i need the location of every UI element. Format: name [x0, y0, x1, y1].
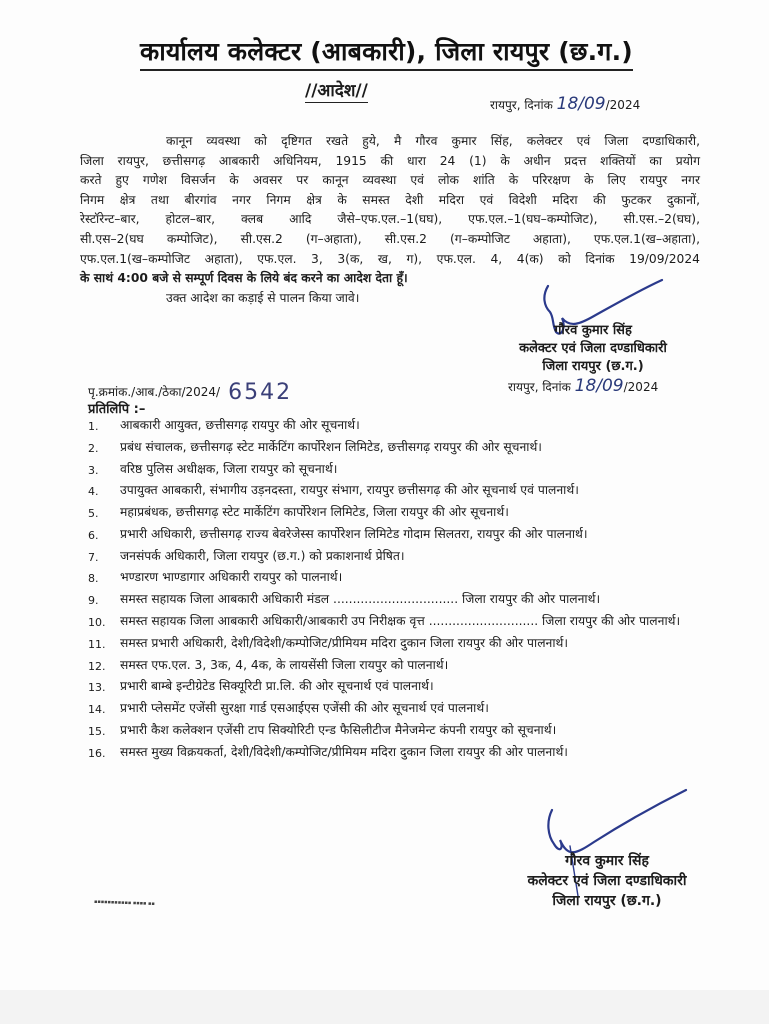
copy-item-number: 2. [88, 441, 99, 455]
copy-item-number: 10. [88, 616, 106, 630]
copy-item-number: 3. [88, 463, 99, 477]
copy-item-text: महाप्रबंधक, छत्तीसगढ़ स्टेट मार्केटिंग कार्पोरेशन लिमिटेड, जिला रायपुर की ओर सूचनार्थ। [120, 505, 509, 520]
body-line: रेस्टॉरेन्ट–बार, होटल–बार, क्लब आदि जैसे–एफ.एल.–1(घघ), एफ.एल.–1(घघ–कम्पोजिट), सी.एस.–2(घघ), [80, 212, 700, 227]
compliance-line: उक्त आदेश का कड़ाई से पालन किया जावे। [166, 290, 360, 305]
copy-item-number: 9. [88, 594, 99, 608]
copy-list-item [88, 568, 718, 589]
handwritten-ref-number: 6542 [228, 380, 293, 405]
handwritten-date: 18/09 [556, 94, 606, 114]
copy-item-number: 4. [88, 485, 99, 499]
copy-item-number: 6. [88, 528, 99, 542]
body-line: सी.एस–2(घघ कम्पोजिट), सी.एस.2 (ग–अहाता), सी.एस.2 (ग–कम्पोजिट अहाता), एफ.एल.1(ख–अहाता), [80, 231, 700, 246]
copy-item-text: प्रभारी कैश कलेक्शन एजेंसी टाप सिक्योरिटी एन्ड फैसिलीटीज मैनेजमेन्ट कंपनी रायपुर को सूचनार्थ। [120, 722, 557, 737]
copy-item-text: उपायुक्त आबकारी, संभागीय उड़नदस्ता, रायपुर संभाग, रायपुर छत्तीसगढ़ की ओर सूचनार्थ एवं पालनार्थ। [120, 483, 579, 498]
copy-list-item [88, 634, 718, 655]
signature-block-1 [478, 322, 708, 376]
copy-item-text: प्रभारी अधिकारी, छत्तीसगढ़ राज्य बेवरेजेस्स कार्पोरेशन लिमिटेड गोदाम सिलतरा, रायपुर की ओर पालनार्थ। [120, 526, 588, 541]
copy-list-item [88, 547, 718, 568]
copy-item-text: प्रभारी बाम्बे इन्टीग्रेटेड सिक्यूरिटी प्रा.लि. की ओर सूचनार्थ एवं पालनार्थ। [120, 679, 434, 694]
copy-list-item [88, 721, 718, 742]
copy-item-text: प्रभारी प्लेसमेंट एजेंसी सुरक्षा गार्ड एसआईएस एजेंसी की ओर सूचनार्थ एवं पालनार्थ। [120, 701, 489, 716]
order-date [490, 94, 640, 114]
body-line: के साथं 4:00 बजे से सम्पूर्ण दिवस के लिये बंद करने का आदेश देता हूँ। [80, 271, 408, 286]
date-year: /2024 [623, 380, 659, 394]
signature-block-2 [482, 851, 732, 911]
ref-date [508, 376, 658, 396]
copy-list-item [88, 699, 718, 720]
signatory-name: गौरव कुमार सिंह [565, 853, 649, 869]
copy-item-number: 16. [88, 746, 106, 760]
copy-item-number: 15. [88, 724, 106, 738]
copy-item-text: प्रबंध संचालक, छत्तीसगढ़ स्टेट मार्केटिंग कार्पोरेशन लिमिटेड, छत्तीसगढ़ रायपुर की ओर सूचनार्थ। [120, 439, 542, 454]
ref-prefix: पृ.क्रमांक./आब./ठेका/2024/ [88, 385, 221, 399]
body-line: कानून व्यवस्था को दृष्टिगत रखते हुये, मै गौरव कुमार सिंह, कलेक्टर एवं जिला दण्डाधिकारी, [166, 134, 700, 148]
copy-item-number: 5. [88, 507, 99, 521]
copy-item-number: 13. [88, 681, 106, 695]
copy-item-text: समस्त मुख्य विक्रयकर्ता, देशी/विदेशी/कम्पोजिट/प्रीमियम मदिरा दुकान जिला रायपुर की ओर पालनार्थ। [120, 744, 568, 759]
copy-item-number: 14. [88, 703, 106, 717]
body-line: जिला रायपुर, छत्तीसगढ़ आबकारी अधिनियम, 1915 की धारा 24 (1) के अधीन प्रदत्त शक्तियों का प्रयोग [80, 153, 700, 168]
copy-item-number: 7. [88, 550, 99, 564]
copy-list-item [88, 438, 718, 459]
office-title: कार्यालय कलेक्टर (आबकारी), जिला रायपुर (छ.ग.) [140, 34, 633, 71]
body-line: निगम क्षेत्र तथा बीरगांव नगर निगम क्षेत्र के समस्त देशी मदिरा एवं विदेशी मदिरा की फुटकर दुकानों, [80, 192, 700, 207]
copy-list-item [88, 612, 718, 633]
copy-item-number: 12. [88, 659, 106, 673]
copy-item-text: भण्डारण भाण्डागार अधिकारी रायपुर को पालनार्थ। [120, 570, 343, 585]
copy-to-list [88, 416, 718, 765]
copy-item-text: समस्त एफ.एल. 3, 3क, 4, 4क, के लायसेंसी जिला रायपुर को पालनार्थ। [120, 657, 449, 672]
copy-list-item [88, 590, 718, 611]
copy-list-item [88, 656, 718, 677]
handwritten-date: 18/09 [574, 376, 624, 396]
copy-list-item [88, 503, 718, 524]
signatory-district: जिला रायपुर (छ.ग.) [552, 893, 662, 909]
copy-item-text: जनसंपर्क अधिकारी, जिला रायपुर (छ.ग.) को प्रकाशनार्थ प्रेषित। [120, 548, 405, 563]
copy-item-text: समस्त सहायक जिला आबकारी अधिकारी/आबकारी उप निरीक्षक वृत्त ............................ जिला रायपुर की ओर पालनार्थ। [120, 614, 681, 629]
date-prefix: रायपुर, दिनांक [490, 98, 553, 112]
body-line: एफ.एल.1(ख–कम्पोजिट अहाता), एफ.एल. 3, 3(क, ख, ग), एफ.एल. 4, 4(क) को दिनांक 19/09/2024 [80, 251, 700, 266]
copy-list-item [88, 525, 718, 546]
date-year: /2024 [605, 98, 641, 112]
file-path-footer: ▪▪▪▪▪▪▪▪▪▪▪ ▪▪▪▪ ▪▪ [93, 898, 155, 908]
copy-item-number: 8. [88, 572, 99, 586]
signatory-designation: कलेक्टर एवं जिला दण्डाधिकारी [519, 341, 667, 356]
signatory-designation: कलेक्टर एवं जिला दण्डाधिकारी [527, 873, 687, 889]
copy-to-label: प्रतिलिपि :– [88, 402, 146, 417]
copy-list-item [88, 460, 718, 481]
copy-list-item [88, 481, 718, 502]
copy-list-item [88, 677, 718, 698]
copy-item-text: वरिष्ठ पुलिस अधीक्षक, जिला रायपुर को सूचनार्थ। [120, 461, 338, 476]
copy-item-text: समस्त प्रभारी अधिकारी, देशी/विदेशी/कम्पोजिट/प्रीमियम मदिरा दुकान जिला रायपुर की ओर पालनार्थ। [120, 635, 569, 650]
signatory-district: जिला रायपुर (छ.ग.) [542, 359, 644, 374]
date-prefix: रायपुर, दिनांक [508, 380, 571, 394]
order-heading: //आदेश// [305, 78, 368, 103]
signatory-name: गौरव कुमार सिंह [554, 323, 632, 338]
body-line: करते हुए गणेश विसर्जन के अवसर पर कानून व्यवस्था एवं लोक शांति के परिरक्षण के लिए रायपुर नगर [80, 173, 700, 188]
copy-list-item [88, 416, 718, 437]
copy-item-text: आबकारी आयुक्त, छत्तीसगढ़ रायपुर की ओर सूचनार्थ। [120, 418, 360, 432]
copy-item-number: 1. [88, 420, 99, 433]
copy-item-number: 11. [88, 637, 106, 651]
copy-list-item [88, 743, 718, 764]
copy-item-text: समस्त सहायक जिला आबकारी अधिकारी मंडल ................................ जिला रायपुर की ओर पालनार्थ। [120, 592, 601, 607]
